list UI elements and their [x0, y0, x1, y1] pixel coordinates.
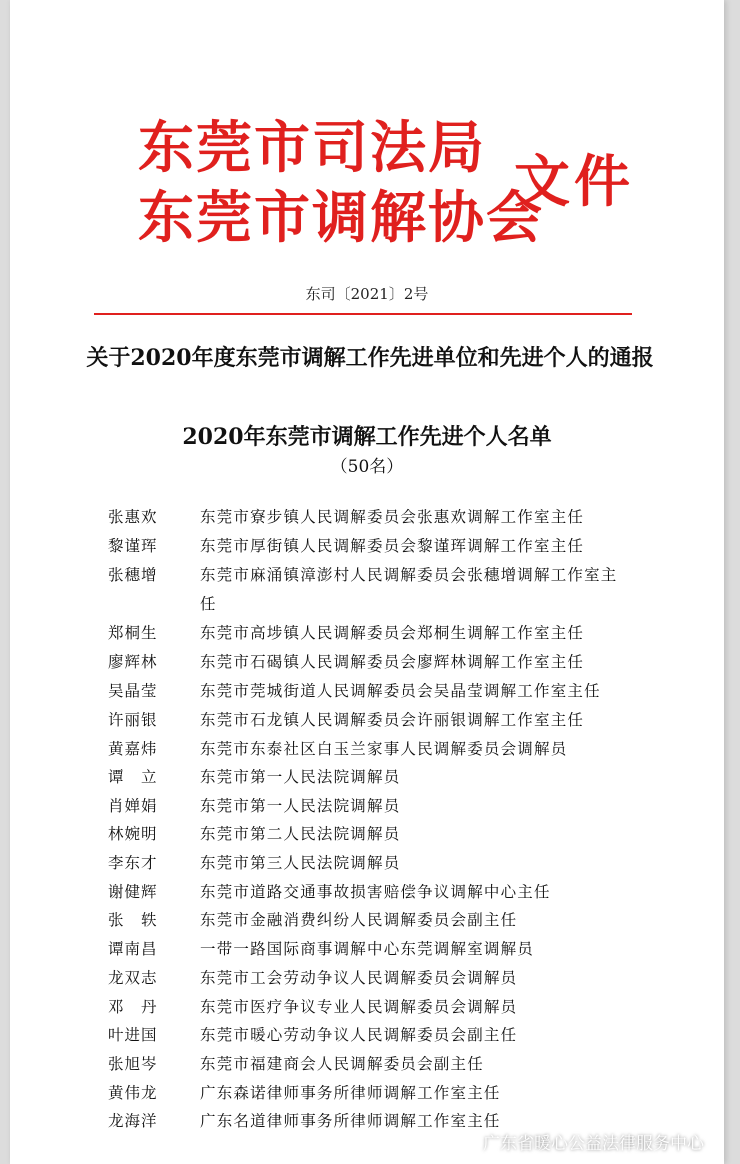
- issuer-line-2: 东莞市调解协会: [138, 185, 544, 251]
- honoree-position: 一带一路国际商事调解中心东莞调解室调解员: [200, 940, 535, 958]
- honoree-name: 许丽银: [108, 711, 158, 729]
- honoree-position: 东莞市工会劳动争议人民调解委员会调解员: [200, 969, 518, 987]
- list-item: [108, 706, 630, 735]
- honoree-position: 东莞市第二人民法院调解员: [200, 825, 401, 843]
- issuer-line-1: 东莞市司法局: [138, 115, 486, 181]
- list-item: [108, 1021, 630, 1050]
- honoree-position: 东莞市寮步镇人民调解委员会张惠欢调解工作室主任: [200, 508, 585, 526]
- list-item: [108, 1079, 630, 1108]
- honoree-name: 林婉明: [108, 825, 158, 843]
- list-item: [108, 820, 630, 849]
- honoree-position: 东莞市厚街镇人民调解委员会黎谨珲调解工作室主任: [200, 537, 585, 555]
- document-type-label: 文件: [514, 149, 634, 215]
- honoree-position: 东莞市医疗争议专业人民调解委员会调解员: [200, 998, 518, 1016]
- honoree-name: 肖婵娟: [108, 797, 158, 815]
- list-item: [108, 648, 630, 677]
- honoree-name: 谭南昌: [108, 940, 158, 958]
- honoree-position: 东莞市麻涌镇漳澎村人民调解委员会张穗增调解工作室主任: [200, 566, 618, 613]
- list-item: [108, 935, 630, 964]
- honoree-position: 东莞市金融消费纠纷人民调解委员会副主任: [200, 911, 518, 929]
- list-item: [108, 878, 630, 907]
- honoree-position: 广东森诺律师事务所律师调解工作室主任: [200, 1084, 501, 1102]
- honoree-position: 东莞市第一人民法院调解员: [200, 768, 401, 786]
- honoree-name: 龙双志: [108, 969, 158, 987]
- honoree-name: 张 轶: [108, 911, 158, 929]
- honoree-name: 张惠欢: [108, 508, 158, 526]
- list-item: [108, 561, 630, 619]
- list-item: [108, 503, 630, 532]
- list-item: [108, 849, 630, 878]
- watermark-text: 广东省暖心公益法律服务中心: [483, 1134, 704, 1154]
- list-item: [108, 619, 630, 648]
- list-item: [108, 1050, 630, 1079]
- document-page: [10, 0, 724, 1164]
- honoree-name: 吴晶莹: [108, 682, 158, 700]
- list-item: [108, 964, 630, 993]
- honoree-count: （50名）: [330, 457, 404, 477]
- honoree-position: 东莞市石龙镇人民调解委员会许丽银调解工作室主任: [200, 711, 585, 729]
- honoree-position: 东莞市石碣镇人民调解委员会廖辉林调解工作室主任: [200, 653, 585, 671]
- honoree-position: 东莞市东泰社区白玉兰家事人民调解委员会调解员: [200, 740, 568, 758]
- honoree-name: 黄嘉炜: [108, 740, 158, 758]
- list-item: [108, 993, 630, 1022]
- honoree-name: 郑桐生: [108, 624, 158, 642]
- honoree-position: 东莞市第三人民法院调解员: [200, 854, 401, 872]
- list-item: [108, 735, 630, 764]
- list-item: [108, 792, 630, 821]
- honoree-name: 叶进国: [108, 1026, 158, 1044]
- wechat-icon: [453, 1132, 477, 1152]
- honoree-position: 东莞市道路交通事故损害赔偿争议调解中心主任: [200, 883, 551, 901]
- list-item: [108, 677, 630, 706]
- list-item: [108, 532, 630, 561]
- watermark: [453, 1129, 704, 1154]
- honoree-name: 张穗增: [108, 566, 158, 584]
- list-item: [108, 906, 630, 935]
- honoree-name: 张旭岑: [108, 1055, 158, 1073]
- honoree-name: 谢健辉: [108, 883, 158, 901]
- honoree-name: 黎谨珲: [108, 537, 158, 555]
- notice-title: 关于2020年度东莞市调解工作先进单位和先进个人的通报: [86, 345, 654, 371]
- honoree-name: 黄伟龙: [108, 1084, 158, 1102]
- document-number: 东司〔2021〕2号: [305, 285, 429, 303]
- honoree-name: 廖辉林: [108, 653, 158, 671]
- honoree-position: 东莞市莞城街道人民调解委员会吴晶莹调解工作室主任: [200, 682, 601, 700]
- honoree-name: 谭 立: [108, 768, 158, 786]
- honoree-position: 东莞市第一人民法院调解员: [200, 797, 401, 815]
- honoree-position: 广东名道律师事务所律师调解工作室主任: [200, 1112, 501, 1130]
- honoree-name: 李东才: [108, 854, 158, 872]
- honoree-name: 邓 丹: [108, 998, 158, 1016]
- honoree-name: 龙海洋: [108, 1112, 158, 1130]
- red-divider: [94, 313, 632, 315]
- honoree-position: 东莞市暖心劳动争议人民调解委员会副主任: [200, 1026, 518, 1044]
- list-title: 2020年东莞市调解工作先进个人名单: [182, 424, 552, 450]
- honoree-position: 东莞市福建商会人民调解委员会副主任: [200, 1055, 484, 1073]
- honoree-position: 东莞市高埗镇人民调解委员会郑桐生调解工作室主任: [200, 624, 585, 642]
- list-item: [108, 763, 630, 792]
